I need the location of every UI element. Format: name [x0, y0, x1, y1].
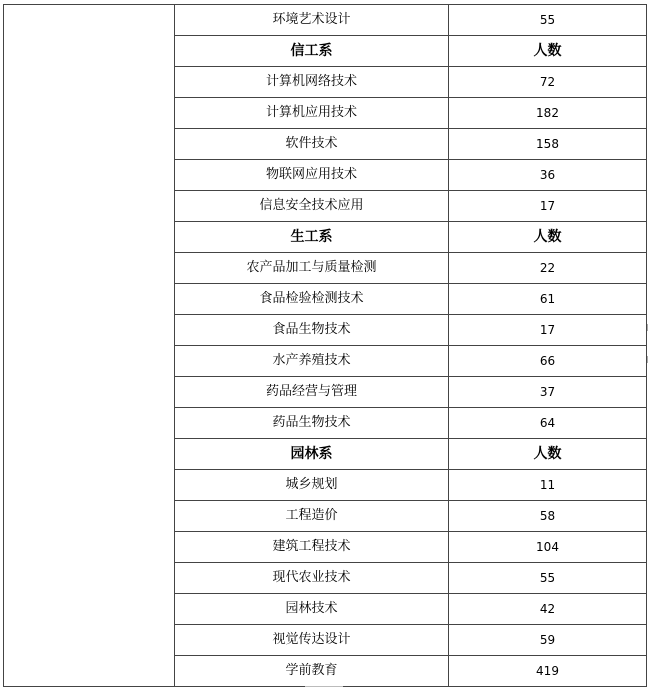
student-count-cell: 11 — [449, 470, 647, 501]
major-name-cell: 建筑工程技术 — [175, 532, 449, 563]
student-count-cell: 61 — [449, 284, 647, 315]
major-name-cell: 计算机网络技术 — [175, 67, 449, 98]
major-name-cell: 城乡规划 — [175, 470, 449, 501]
student-count-cell: 37 — [449, 377, 647, 408]
major-name-cell: 学前教育 — [175, 656, 449, 687]
page-edge-mark — [647, 324, 648, 331]
merged-left-cell — [4, 5, 175, 687]
student-count-cell: 104 — [449, 532, 647, 563]
department-name-cell: 生工系 — [175, 222, 449, 253]
major-name-cell: 食品检验检测技术 — [175, 284, 449, 315]
student-count-cell: 58 — [449, 501, 647, 532]
major-name-cell: 现代农业技术 — [175, 563, 449, 594]
enrollment-table-container — [3, 4, 646, 687]
major-name-cell: 计算机应用技术 — [175, 98, 449, 129]
student-count-cell: 17 — [449, 315, 647, 346]
department-name-cell: 园林系 — [175, 439, 449, 470]
major-name-cell: 水产养殖技术 — [175, 346, 449, 377]
student-count-cell: 55 — [449, 5, 647, 36]
major-name-cell: 物联网应用技术 — [175, 160, 449, 191]
student-count-cell: 158 — [449, 129, 647, 160]
count-header-cell: 人数 — [449, 222, 647, 253]
major-name-cell: 农产品加工与质量检测 — [175, 253, 449, 284]
count-header-cell: 人数 — [449, 439, 647, 470]
enrollment-table — [3, 4, 647, 687]
department-name-cell: 信工系 — [175, 36, 449, 67]
page-edge-mark — [305, 686, 343, 687]
student-count-cell: 36 — [449, 160, 647, 191]
student-count-cell: 182 — [449, 98, 647, 129]
student-count-cell: 42 — [449, 594, 647, 625]
student-count-cell: 72 — [449, 67, 647, 98]
major-name-cell: 视觉传达设计 — [175, 625, 449, 656]
count-header-cell: 人数 — [449, 36, 647, 67]
major-name-cell: 药品生物技术 — [175, 408, 449, 439]
major-name-cell: 园林技术 — [175, 594, 449, 625]
major-name-cell: 食品生物技术 — [175, 315, 449, 346]
major-name-cell: 信息安全技术应用 — [175, 191, 449, 222]
student-count-cell: 59 — [449, 625, 647, 656]
page-edge-mark — [647, 356, 648, 363]
student-count-cell: 17 — [449, 191, 647, 222]
student-count-cell: 22 — [449, 253, 647, 284]
student-count-cell: 64 — [449, 408, 647, 439]
major-name-cell: 工程造价 — [175, 501, 449, 532]
major-name-cell: 软件技术 — [175, 129, 449, 160]
student-count-cell: 66 — [449, 346, 647, 377]
table-body — [4, 5, 647, 687]
major-row — [4, 5, 647, 36]
student-count-cell: 55 — [449, 563, 647, 594]
major-name-cell: 药品经营与管理 — [175, 377, 449, 408]
student-count-cell: 419 — [449, 656, 647, 687]
major-name-cell: 环境艺术设计 — [175, 5, 449, 36]
